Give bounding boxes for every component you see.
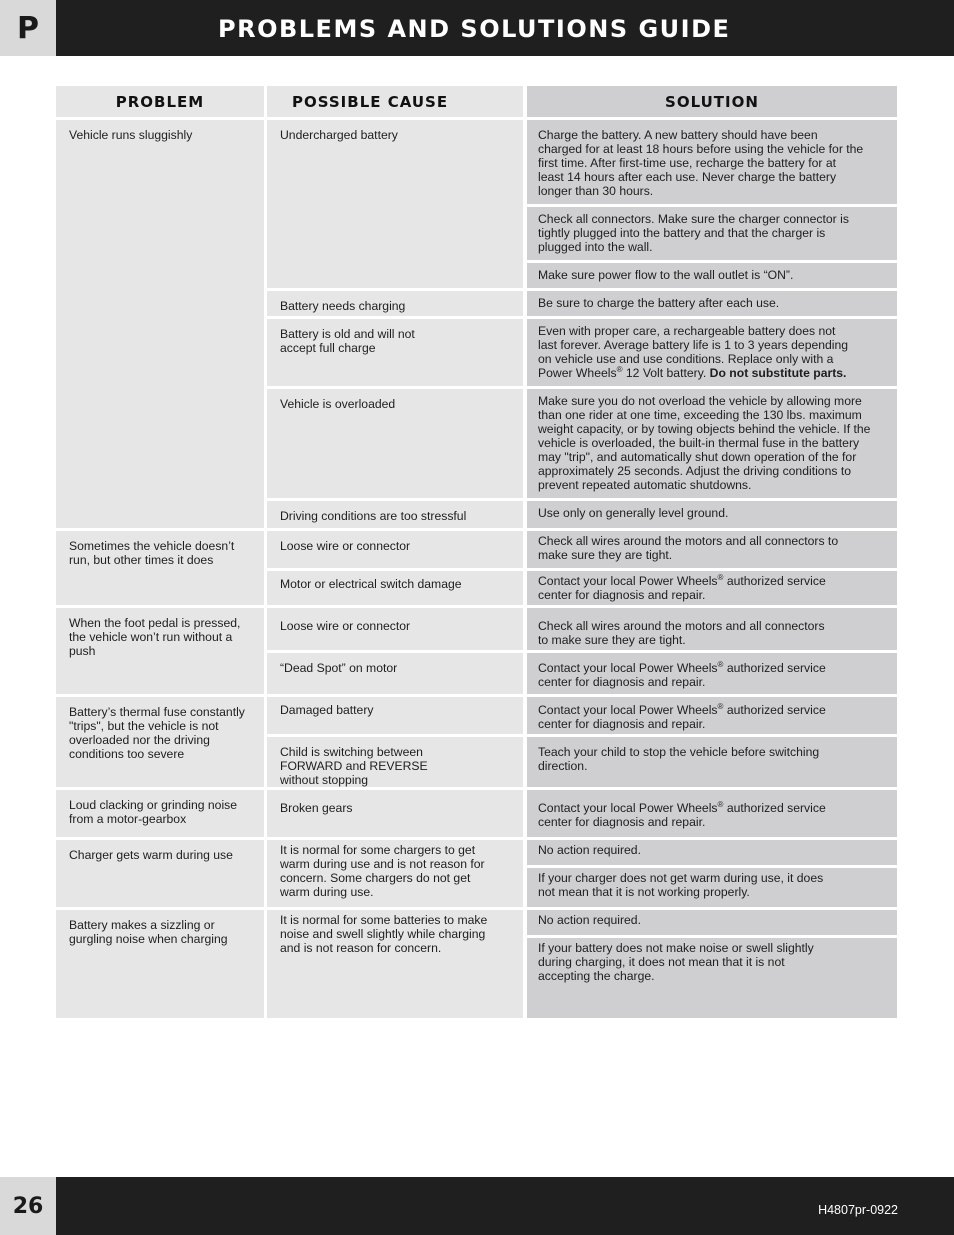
problem-cell: Battery’s thermal fuse constantly "trips", but the vehicle is not overloaded nor the driving conditions too severe (56, 697, 264, 787)
solution-cell: Contact your local Power Wheels® authorized service center for diagnosis and repair. (527, 790, 897, 837)
solution-cell: Be sure to charge the battery after each use. (527, 291, 897, 316)
solution-cell: Contact your local Power Wheels® authorized service center for diagnosis and repair. (527, 653, 897, 694)
column-header-cause: POSSIBLE CAUSE (267, 86, 523, 117)
cause-cell: Loose wire or connector (267, 608, 523, 650)
cause-cell: Battery is old and will not accept full charge (267, 319, 523, 386)
top-banner (0, 0, 954, 56)
solution-cell: Check all wires around the motors and all connectors to make sure they are tight. (527, 531, 897, 568)
cause-cell: Motor or electrical switch damage (267, 571, 523, 605)
solution-cell: Make sure you do not overload the vehicle by allowing more than one rider at one time, exceeding the 130 lbs. maximum weight capacity, or by towing objects behind the vehicle. If the vehicle is overloaded, the built-in thermal fuse in the battery may "trip", and automatically shut down operation of the for approximately 25 seconds. Adjust the driving conditions to prevent repeated automatic shutdowns. (527, 389, 897, 498)
problem-cell: When the foot pedal is pressed, the vehicle won’t run without a push (56, 608, 264, 694)
solution-cell: Contact your local Power Wheels® authorized service center for diagnosis and repair. (527, 571, 897, 605)
solution-cell: Even with proper care, a rechargeable battery does not last forever. Average battery life is 1 to 3 years depending on vehicle use and use conditions. Replace only with a Power Wheels® 12 Volt battery. Do not substitute parts. (527, 319, 897, 386)
solution-cell: Check all wires around the motors and all connectors to make sure they are tight. (527, 608, 897, 650)
solution-cell: No action required. (527, 840, 897, 865)
problem-cell: Battery makes a sizzling or gurgling noise when charging (56, 910, 264, 1018)
solution-cell: Teach your child to stop the vehicle before switching direction. (527, 737, 897, 787)
solution-cell: Make sure power flow to the wall outlet is “ON”. (527, 263, 897, 288)
cause-cell: It is normal for some chargers to get warm during use and is not reason for concern. Some chargers do not get warm during use. (267, 840, 523, 907)
cause-cell: Damaged battery (267, 697, 523, 734)
cause-cell: Child is switching between FORWARD and REVERSE without stopping (267, 737, 523, 787)
column-header-problem: PROBLEM (56, 86, 264, 117)
solution-cell: Charge the battery. A new battery should have been charged for at least 18 hours before using the vehicle for the first time. After first-time use, recharge the battery for at least 14 hours after each use. Never charge the battery longer than 30 hours. (527, 120, 897, 204)
solution-cell: If your battery does not make noise or swell slightly during charging, it does not mean that it is not accepting the charge. (527, 938, 897, 1018)
solution-cell: Check all connectors. Make sure the charger connector is tightly plugged into the battery and that the charger is plugged into the wall. (527, 207, 897, 260)
cause-cell: Battery needs charging (267, 291, 523, 316)
problem-cell: Vehicle runs sluggishly (56, 120, 264, 528)
problem-cell: Sometimes the vehicle doesn’t run, but other times it does (56, 531, 264, 605)
cause-cell: “Dead Spot” on motor (267, 653, 523, 694)
column-header-solution: SOLUTION (527, 86, 897, 117)
cause-cell: Driving conditions are too stressful (267, 501, 523, 528)
solution-cell: If your charger does not get warm during use, it does not mean that it is not working properly. (527, 868, 897, 907)
problem-cell: Loud clacking or grinding noise from a motor-gearbox (56, 790, 264, 837)
cause-cell: Loose wire or connector (267, 531, 523, 568)
solution-cell: Contact your local Power Wheels® authorized service center for diagnosis and repair. (527, 697, 897, 734)
cause-cell: Vehicle is overloaded (267, 389, 523, 498)
page-number: 26 (0, 1177, 56, 1235)
section-letter: P (0, 0, 56, 56)
cause-cell: Broken gears (267, 790, 523, 837)
problem-cell: Charger gets warm during use (56, 840, 264, 907)
page-title: PROBLEMS AND SOLUTIONS GUIDE (218, 15, 731, 43)
cause-cell: Undercharged battery (267, 120, 523, 288)
cause-cell: It is normal for some batteries to make noise and swell slightly while charging and is not reason for concern. (267, 910, 523, 1018)
document-code: H4807pr-0922 (818, 1203, 898, 1217)
solution-cell: Use only on generally level ground. (527, 501, 897, 528)
bottom-banner (0, 1177, 954, 1235)
solution-cell: No action required. (527, 910, 897, 935)
